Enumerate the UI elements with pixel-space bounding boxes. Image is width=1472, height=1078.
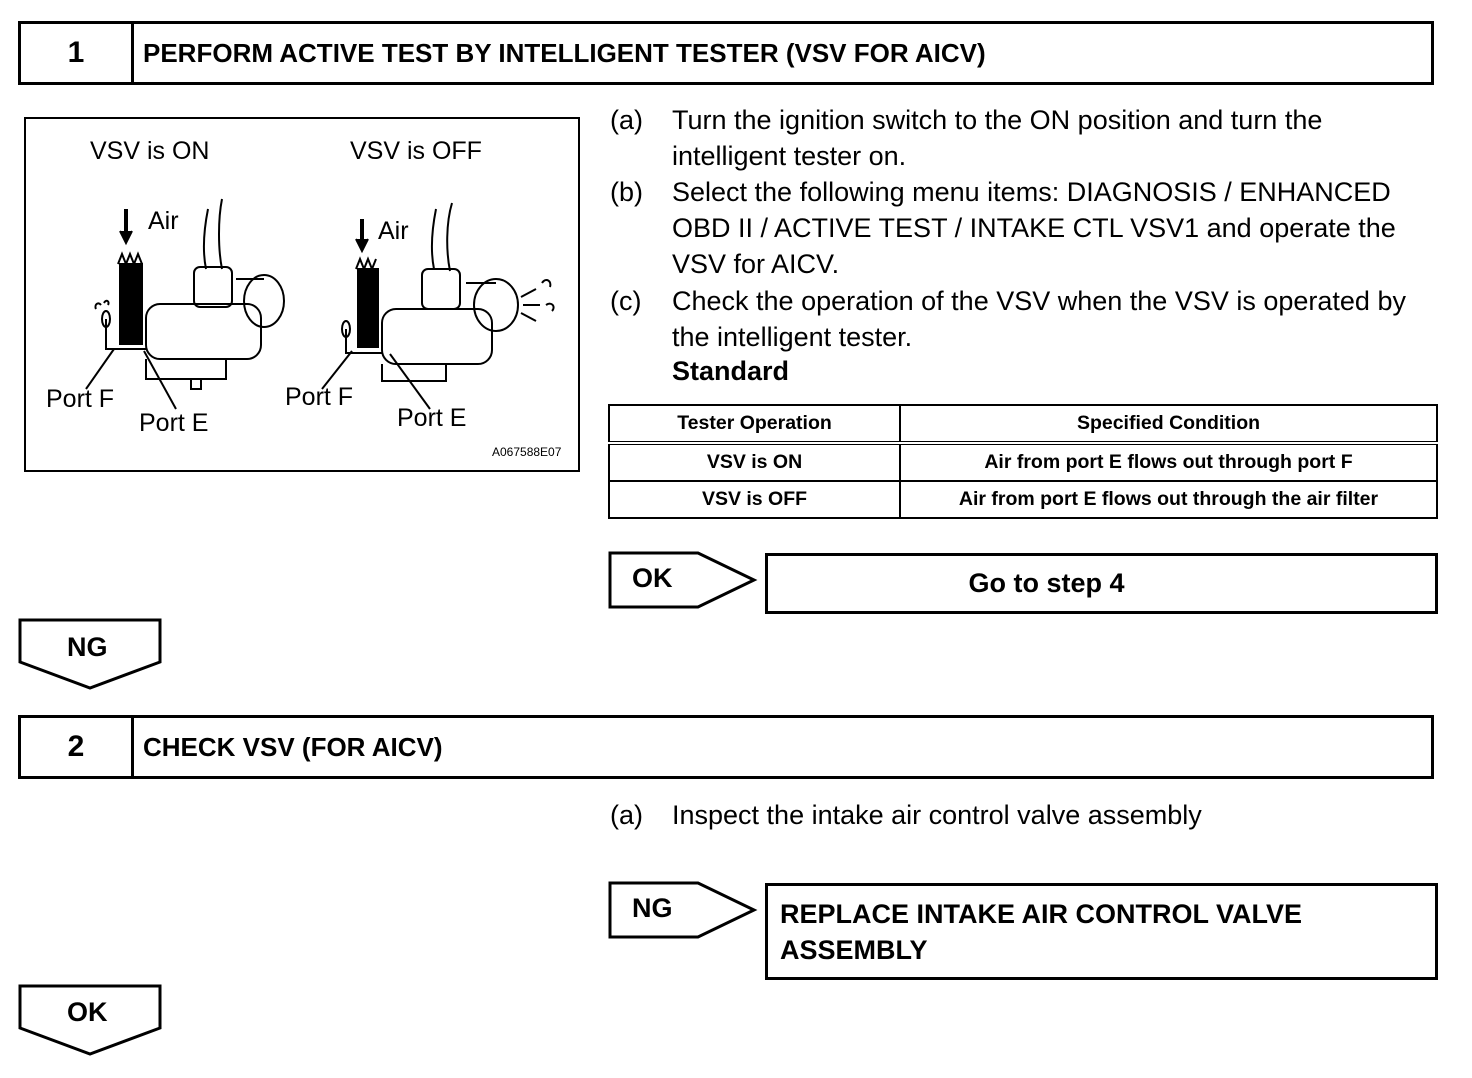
step-title: PERFORM ACTIVE TEST BY INTELLIGENT TESTER (VSV FOR AICV) [143,37,986,68]
air-label-off: Air [378,217,409,245]
step-title: CHECK VSV (FOR AICV) [143,731,443,762]
figure-code: A067588E07 [492,445,562,459]
instruction-label: (a) [610,800,643,830]
port-e-label-off: Port E [397,404,467,432]
port-e-label-on: Port E [139,409,209,437]
ok-arrow-icon [608,551,758,611]
step-2-header [18,715,1434,779]
ok-label: OK [67,997,108,1027]
port-f-label-on: Port F [46,385,115,413]
instruction-text: Turn the ignition switch to the ON position and turn the intelligent tester on. [672,105,1323,171]
replace-valve-button[interactable] [765,883,1438,980]
ng-label: NG [632,893,673,923]
figure-title-off: VSV is OFF [350,137,482,165]
instruction-text: Select the following menu items: DIAGNOSIS / ENHANCED OBD II / ACTIVE TEST / INTAKE CTL VSV1 and operate the VSV for AICV. [672,177,1396,279]
ok-label: OK [632,563,673,593]
port-f-label-off: Port F [285,383,354,411]
ng-result-text: REPLACE INTAKE AIR CONTROL VALVE ASSEMBLY [780,899,1303,965]
table-header-row [609,405,1437,443]
instruction-text: Inspect the intake air control valve assembly [672,800,1202,830]
vsv-figure [24,117,580,472]
standard-table [608,404,1438,519]
figure-title-on: VSV is ON [90,137,210,165]
table-cell: Air from port E flows out through port F [900,443,1437,481]
table-header-cell: Tester Operation [609,405,900,443]
instruction-text: Check the operation of the VSV when the VSV is operated by the intelligent tester. [672,286,1406,352]
instruction-label: (b) [610,177,643,207]
table-cell: VSV is ON [609,443,900,481]
table-cell: Air from port E flows out through the air filter [900,481,1437,518]
table-row [609,443,1437,481]
table-row [609,481,1437,518]
instruction-label: (c) [610,286,642,316]
step-1-header [18,21,1434,85]
ng-arrow-icon [608,881,758,941]
ok-result-text: Go to step 4 [968,568,1125,598]
standard-label: Standard [672,356,790,386]
vsv-diagram-illustration [26,119,578,470]
instruction-label: (a) [610,105,643,135]
step-number: 1 [21,24,134,82]
table-header-cell: Specified Condition [900,405,1437,443]
air-label-on: Air [148,207,179,235]
ng-label: NG [67,632,108,662]
go-to-step-4-button[interactable] [765,553,1438,614]
table-cell: VSV is OFF [609,481,900,518]
step-number: 2 [21,718,134,776]
